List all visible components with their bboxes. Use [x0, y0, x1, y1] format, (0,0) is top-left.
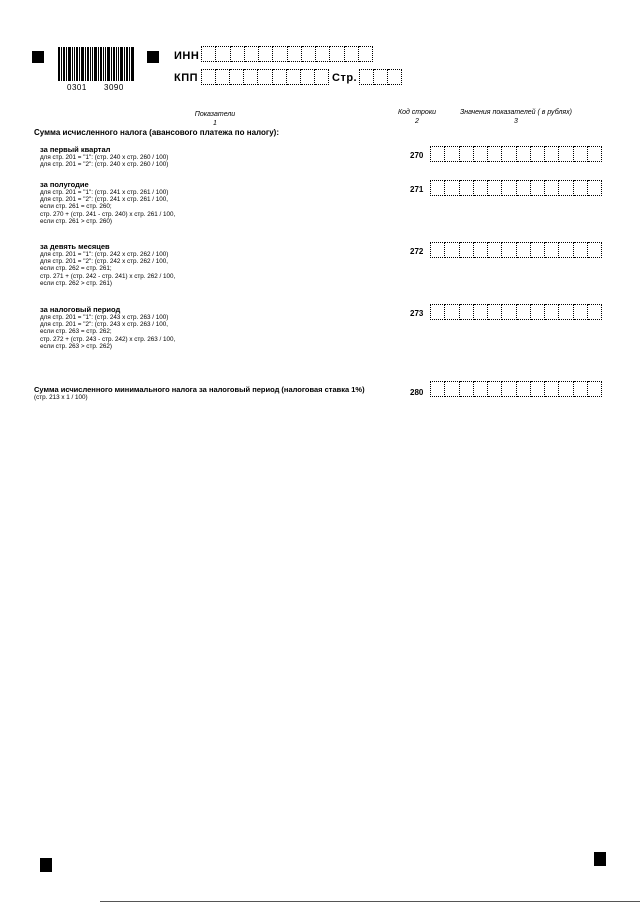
- row-heading: за налоговый период: [40, 305, 121, 314]
- col3-number: 3: [514, 118, 518, 125]
- input-cell[interactable]: [288, 46, 302, 62]
- input-cell[interactable]: [430, 381, 445, 397]
- row-line: для стр. 201 = "2": (стр. 243 х стр. 263 / 100,: [40, 321, 169, 329]
- row-line: если стр. 263 > стр. 262): [40, 342, 112, 350]
- input-cell[interactable]: [445, 381, 459, 397]
- row-heading: за полугодие: [40, 180, 89, 189]
- barcode-number-right: 3090: [104, 83, 124, 92]
- input-cell[interactable]: [502, 304, 516, 320]
- input-cell[interactable]: [559, 304, 573, 320]
- input-cell[interactable]: [559, 146, 573, 162]
- row-271-value-field[interactable]: [430, 180, 602, 196]
- input-cell[interactable]: [316, 46, 330, 62]
- input-cell[interactable]: [488, 381, 502, 397]
- input-cell[interactable]: [359, 46, 373, 62]
- row-code: 280: [410, 388, 424, 397]
- input-cell[interactable]: [545, 146, 559, 162]
- row-code: 271: [410, 185, 424, 194]
- input-cell[interactable]: [201, 46, 216, 62]
- input-cell[interactable]: [216, 46, 230, 62]
- input-cell[interactable]: [230, 69, 244, 85]
- input-cell[interactable]: [287, 69, 301, 85]
- input-cell[interactable]: [474, 242, 488, 258]
- input-cell[interactable]: [245, 46, 259, 62]
- section-title: Сумма исчисленного налога (авансового платежа по налогу):: [34, 128, 279, 137]
- input-cell[interactable]: [430, 180, 445, 196]
- input-cell[interactable]: [460, 242, 474, 258]
- row-273-description: [40, 305, 175, 350]
- input-cell[interactable]: [460, 146, 474, 162]
- row-line: стр. 272 + (стр. 243 - стр. 242) х стр. 263 / 100,: [40, 335, 176, 343]
- input-cell[interactable]: [517, 146, 531, 162]
- input-cell[interactable]: [273, 46, 287, 62]
- input-cell[interactable]: [545, 242, 559, 258]
- row-heading: за девять месяцев: [40, 242, 110, 251]
- corner-marker-bottom-left: [40, 858, 52, 872]
- input-cell[interactable]: [430, 146, 445, 162]
- inn-label: ИНН: [174, 50, 200, 62]
- input-cell[interactable]: [559, 180, 573, 196]
- input-cell[interactable]: [488, 304, 502, 320]
- input-cell[interactable]: [330, 46, 344, 62]
- input-cell[interactable]: [474, 381, 488, 397]
- row-code: 270: [410, 151, 424, 160]
- input-cell[interactable]: [315, 69, 329, 85]
- input-cell[interactable]: [359, 69, 374, 85]
- col3-title: Значения показателей ( в рублях): [459, 109, 573, 116]
- row-line: если стр. 263 = стр. 262;: [40, 328, 112, 336]
- row-line: для стр. 201 = "1": (стр. 241 х стр. 261 / 100): [40, 189, 169, 196]
- row-line: стр. 270 + (стр. 241 - стр. 240) х стр. 261 / 100,: [40, 210, 176, 218]
- input-cell[interactable]: [474, 180, 488, 196]
- input-cell[interactable]: [374, 69, 388, 85]
- min-tax-line: (стр. 213 х 1 / 100): [34, 394, 88, 401]
- row-272-description: [40, 242, 175, 287]
- input-cell[interactable]: [588, 381, 602, 397]
- input-cell[interactable]: [588, 146, 602, 162]
- input-cell[interactable]: [502, 146, 516, 162]
- input-cell[interactable]: [445, 304, 459, 320]
- input-cell[interactable]: [273, 69, 287, 85]
- input-cell[interactable]: [231, 46, 245, 62]
- input-cell[interactable]: [460, 304, 474, 320]
- input-cell[interactable]: [488, 242, 502, 258]
- barcode: [58, 47, 134, 81]
- input-cell[interactable]: [201, 69, 216, 85]
- col2-title: Код строки: [397, 109, 437, 116]
- corner-marker-top-mid: [147, 51, 159, 63]
- input-cell[interactable]: [502, 381, 516, 397]
- input-cell[interactable]: [588, 180, 602, 196]
- row-line: если стр. 262 = стр. 261;: [40, 265, 112, 273]
- inn-field[interactable]: [201, 46, 373, 62]
- row-270-value-field[interactable]: [430, 146, 602, 162]
- row-280-description: [34, 385, 365, 401]
- input-cell[interactable]: [488, 180, 502, 196]
- input-cell[interactable]: [517, 242, 531, 258]
- input-cell[interactable]: [588, 304, 602, 320]
- input-cell[interactable]: [460, 180, 474, 196]
- page-label: Стр.: [332, 72, 358, 84]
- scan-edge-line: [100, 901, 640, 902]
- input-cell[interactable]: [545, 381, 559, 397]
- input-cell[interactable]: [244, 69, 258, 85]
- col1-number: 1: [213, 120, 217, 127]
- row-line: для стр. 201 = "1": (стр. 242 х стр. 262 / 100): [40, 251, 169, 258]
- input-cell[interactable]: [559, 242, 573, 258]
- col1-header: [150, 110, 280, 128]
- input-cell[interactable]: [531, 242, 545, 258]
- input-cell[interactable]: [559, 381, 573, 397]
- input-cell[interactable]: [531, 180, 545, 196]
- input-cell[interactable]: [531, 381, 545, 397]
- input-cell[interactable]: [574, 381, 588, 397]
- input-cell[interactable]: [258, 69, 272, 85]
- input-cell[interactable]: [574, 180, 588, 196]
- input-cell[interactable]: [545, 180, 559, 196]
- input-cell[interactable]: [502, 180, 516, 196]
- input-cell[interactable]: [301, 69, 315, 85]
- row-273-value-field[interactable]: [430, 304, 602, 320]
- row-line: для стр. 201 = "2": (стр. 241 х стр. 261 / 100,: [40, 196, 169, 204]
- row-line: для стр. 201 = "2": (стр. 240 х стр. 260 / 100): [40, 161, 169, 169]
- col2-header: [392, 108, 442, 126]
- min-tax-heading: Сумма исчисленного минимального налога за налоговый период (налоговая ставка 1%): [34, 385, 365, 394]
- input-cell[interactable]: [259, 46, 273, 62]
- input-cell[interactable]: [517, 180, 531, 196]
- input-cell[interactable]: [531, 146, 545, 162]
- row-heading: за первый квартал: [40, 145, 111, 154]
- input-cell[interactable]: [588, 242, 602, 258]
- row-line: для стр. 201 = "2": (стр. 242 х стр. 262 / 100,: [40, 258, 169, 266]
- row-line: для стр. 201 = "1": (стр. 243 х стр. 263 / 100): [40, 314, 169, 321]
- row-line: если стр. 262 > стр. 261): [40, 279, 112, 287]
- barcode-number-left: 0301: [67, 83, 87, 92]
- kpp-label: КПП: [174, 72, 199, 84]
- col2-number: 2: [415, 118, 419, 125]
- input-cell[interactable]: [474, 146, 488, 162]
- input-cell[interactable]: [430, 242, 445, 258]
- row-270-description: [40, 145, 168, 168]
- input-cell[interactable]: [574, 304, 588, 320]
- row-280-value-field[interactable]: [430, 381, 602, 397]
- col1-title: Показатели: [194, 111, 236, 118]
- row-code: 273: [410, 309, 424, 318]
- input-cell[interactable]: [574, 242, 588, 258]
- input-cell[interactable]: [531, 304, 545, 320]
- input-cell[interactable]: [445, 146, 459, 162]
- input-cell[interactable]: [302, 46, 316, 62]
- input-cell[interactable]: [502, 242, 516, 258]
- row-line: для стр. 201 = "1": (стр. 240 х стр. 260 / 100): [40, 154, 169, 161]
- input-cell[interactable]: [574, 146, 588, 162]
- input-cell[interactable]: [517, 304, 531, 320]
- kpp-field[interactable]: [201, 69, 329, 85]
- input-cell[interactable]: [345, 46, 359, 62]
- row-271-description: [40, 180, 175, 225]
- input-cell[interactable]: [445, 242, 459, 258]
- input-cell[interactable]: [388, 69, 402, 85]
- input-cell[interactable]: [445, 180, 459, 196]
- input-cell[interactable]: [216, 69, 230, 85]
- input-cell[interactable]: [517, 381, 531, 397]
- row-line: если стр. 261 = стр. 260;: [40, 203, 112, 211]
- input-cell[interactable]: [474, 304, 488, 320]
- page-number-field[interactable]: [359, 69, 402, 85]
- row-line: стр. 271 + (стр. 242 - стр. 241) х стр. 262 / 100,: [40, 272, 176, 280]
- row-272-value-field[interactable]: [430, 242, 602, 258]
- corner-marker-top-left: [32, 51, 44, 63]
- input-cell[interactable]: [430, 304, 445, 320]
- input-cell[interactable]: [545, 304, 559, 320]
- row-code: 272: [410, 247, 424, 256]
- col3-header: [446, 108, 586, 126]
- input-cell[interactable]: [488, 146, 502, 162]
- row-line: если стр. 261 > стр. 260): [40, 217, 112, 225]
- input-cell[interactable]: [460, 381, 474, 397]
- corner-marker-bottom-right: [594, 852, 606, 866]
